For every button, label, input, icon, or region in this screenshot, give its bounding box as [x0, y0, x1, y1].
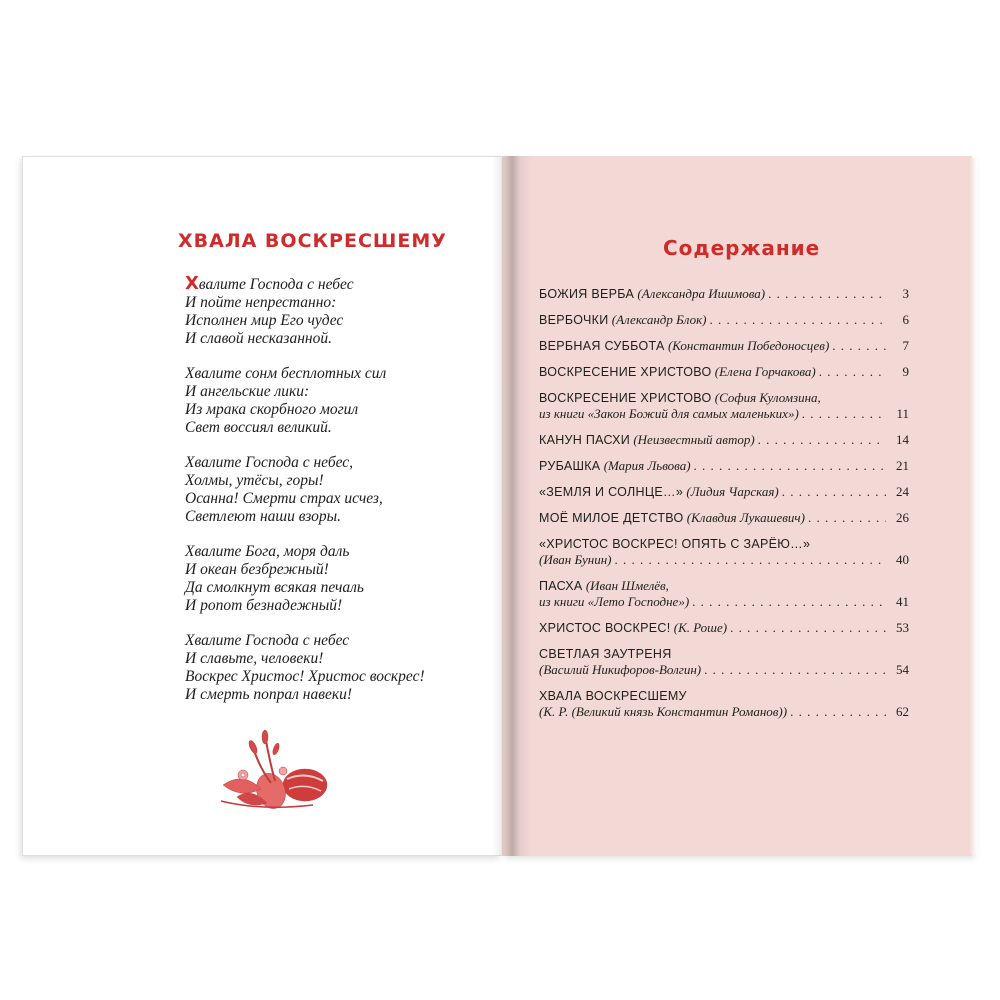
toc-entry-title: КАНУН ПАСХИ — [539, 433, 631, 447]
toc-dot-leader — [614, 552, 886, 568]
toc-entry — [539, 536, 909, 568]
toc-page-number: 3 — [902, 286, 909, 301]
toc-entry-first-line — [539, 646, 909, 662]
poem-stanza — [185, 632, 485, 704]
toc-entry-title: ВЕРБОЧКИ — [539, 313, 609, 327]
toc-entry-row — [539, 594, 909, 610]
toc-page-number: 14 — [896, 432, 909, 447]
drop-cap: Х — [185, 273, 199, 294]
toc-entry-title: ВЕРБНАЯ СУББОТА — [539, 339, 665, 353]
poem-line: И славой несказанной. — [185, 330, 332, 347]
poem-stanza — [185, 543, 485, 615]
toc-page-number: 21 — [896, 458, 909, 473]
toc-entry-author: (Клавдия Лукашевич) — [686, 510, 805, 525]
toc-entry-label — [539, 458, 691, 474]
poem-title: ХВАЛА ВОСКРЕСШЕМУ — [178, 230, 447, 252]
toc-entry — [539, 286, 909, 302]
toc-dot-leader — [758, 432, 886, 448]
toc-entry-row — [539, 662, 909, 678]
toc-entry-title: МОЁ МИЛОЕ ДЕТСТВО — [539, 511, 684, 525]
toc-dot-leader — [808, 510, 886, 526]
toc-entry — [539, 432, 909, 448]
toc-page-number: 11 — [896, 406, 909, 421]
poem-line: Хвалите Господа с небес, — [185, 454, 354, 471]
toc-entry-subtitle: (К. Р. (Великий князь Константин Романов)) — [539, 704, 788, 719]
toc-entry — [539, 578, 909, 610]
poem-line: И ропот безнадежный! — [185, 597, 343, 614]
poem-stanza — [185, 365, 485, 437]
toc-entry-author: (Мария Львова) — [603, 458, 691, 473]
toc-dot-leader — [704, 662, 886, 678]
toc-entry-title: ХВАЛА ВОСКРЕСШЕМУ — [539, 689, 687, 703]
right-page — [502, 156, 972, 856]
toc-dot-leader — [782, 484, 886, 500]
toc-entry — [539, 510, 909, 526]
toc-entry-row — [539, 406, 909, 422]
poem-line: Хвалите сонм бесплотных сил — [185, 365, 387, 382]
toc-entry-row — [539, 286, 909, 302]
toc-entry-subtitle: (Василий Никифоров-Волгин) — [539, 662, 702, 677]
toc-entry-row — [539, 620, 909, 636]
toc-entry-author: (Неизвестный автор) — [633, 432, 755, 447]
toc-entry-author: (К. Роше) — [673, 620, 728, 635]
toc-entry-author: (София Куломзина, — [714, 390, 821, 405]
toc-page-number: 26 — [896, 510, 909, 525]
poem-line: Да смолкнут всякая печаль — [185, 579, 364, 596]
poem-text — [185, 275, 485, 721]
toc-dot-leader — [832, 338, 886, 354]
poem-line: Воскрес Христос! Христос воскрес! — [185, 668, 425, 685]
toc-entry-title: ХРИСТОС ВОСКРЕС! — [539, 621, 671, 635]
toc-entry-row — [539, 704, 909, 720]
toc-dot-leader — [768, 286, 886, 302]
toc-entry-author: (Елена Горчакова) — [714, 364, 816, 379]
toc-page-number: 24 — [896, 484, 909, 499]
toc-entry-row — [539, 312, 909, 328]
toc-entry-row — [539, 338, 909, 354]
poem-line: И смерть попрал навеки! — [185, 686, 352, 703]
toc-page-number: 41 — [896, 594, 909, 609]
toc-entry-author: (Александр Блок) — [611, 312, 707, 327]
toc-entry-author: (Константин Победоносцев) — [667, 338, 830, 353]
poem-stanza — [185, 454, 485, 526]
toc-entry-title: «ХРИСТОС ВОСКРЕС! ОПЯТЬ С ЗАРЁЮ…» — [539, 537, 811, 551]
toc-entry-author: (Иван Шмелёв, — [585, 578, 669, 593]
toc-entry-label — [539, 286, 765, 302]
toc-dot-leader — [790, 704, 886, 720]
toc-entry-title: ПАСХА — [539, 579, 583, 593]
toc-dot-leader — [692, 594, 886, 610]
toc-entry-label — [539, 338, 829, 354]
toc-page-number: 7 — [902, 338, 909, 353]
toc-page-number: 62 — [896, 704, 909, 719]
toc-dot-leader — [694, 458, 886, 474]
toc-entry-first-line — [539, 578, 909, 594]
toc-entry-author: (Александра Ишимова) — [637, 286, 766, 301]
poem-line: Светлеют наши взоры. — [185, 508, 341, 525]
poem-line: И пойте непрестанно: — [185, 294, 337, 311]
toc-entry-row — [539, 510, 909, 526]
toc-entry — [539, 338, 909, 354]
poem-stanza — [185, 275, 485, 348]
poem-line: Исполнен мир Его чудес — [185, 312, 344, 329]
toc-entry-title: РУБАШКА — [539, 459, 601, 473]
toc-page-number: 53 — [896, 620, 909, 635]
toc-entry — [539, 458, 909, 474]
toc-entry-title: БОЖИЯ ВЕРБА — [539, 287, 635, 301]
toc-entry — [539, 312, 909, 328]
toc-entry — [539, 646, 909, 678]
toc-dot-leader — [819, 364, 886, 380]
poem-line: Осанна! Смерти страх исчез, — [185, 490, 383, 507]
toc-page-number: 9 — [902, 364, 909, 379]
toc-entry-row — [539, 432, 909, 448]
toc-entry-first-line — [539, 536, 909, 552]
toc-dot-leader — [802, 406, 886, 422]
easter-eggs-ornament-icon — [213, 727, 353, 815]
poem-line: Свет воссиял великий. — [185, 419, 332, 436]
poem-line: Хвалите Господа с небес — [185, 632, 350, 649]
toc-entry-subtitle: из книги «Закон Божий для самых маленьких») — [539, 406, 799, 421]
toc-entry — [539, 688, 909, 720]
open-book — [22, 156, 977, 856]
toc-entry — [539, 364, 909, 380]
toc-entry-title: «ЗЕМЛЯ И СОЛНЦЕ…» — [539, 485, 684, 499]
toc-page-number: 54 — [896, 662, 909, 677]
toc-entry-subtitle: из книги «Лето Господне») — [539, 594, 690, 609]
poem-line: И ангельские лики: — [185, 383, 310, 400]
toc-entry — [539, 484, 909, 500]
toc-entry-first-line — [539, 390, 909, 406]
poem-line: И океан безбрежный! — [185, 561, 329, 578]
toc-title: Содержание — [663, 236, 821, 260]
page-edge — [970, 158, 977, 854]
poem-line: Хвалите Бога, моря даль — [185, 543, 350, 560]
poem-line: И славьте, человеки! — [185, 650, 324, 667]
poem-line: Холмы, утёсы, горы! — [185, 472, 324, 489]
toc-entry — [539, 620, 909, 636]
toc-entry-label — [539, 432, 755, 448]
toc-entry-label — [539, 484, 779, 500]
toc-entry-title: СВЕТЛАЯ ЗАУТРЕНЯ — [539, 647, 672, 661]
toc-entry-title: ВОСКРЕСЕНИЕ ХРИСТОВО — [539, 391, 712, 405]
toc-dot-leader — [730, 620, 886, 636]
toc-entry-first-line — [539, 688, 909, 704]
left-page — [22, 156, 501, 856]
toc-entry — [539, 390, 909, 422]
toc-entry-row — [539, 484, 909, 500]
poem-line: Из мрака скорбного могил — [185, 401, 359, 418]
toc-page-number: 40 — [896, 552, 909, 567]
poem-line: Хвалите Господа с небес — [185, 273, 354, 294]
toc-entry-author: (Лидия Чарская) — [686, 484, 779, 499]
toc-entry-row — [539, 458, 909, 474]
toc-entry-title: ВОСКРЕСЕНИЕ ХРИСТОВО — [539, 365, 712, 379]
toc-entry-label — [539, 620, 727, 636]
toc-entry-row — [539, 552, 909, 568]
toc-entry-subtitle: (Иван Бунин) — [539, 552, 612, 567]
toc-entry-label — [539, 510, 805, 526]
toc-dot-leader — [710, 312, 886, 328]
toc-page-number: 6 — [902, 312, 909, 327]
toc-entry-label — [539, 312, 707, 328]
toc-entry-label — [539, 364, 816, 380]
table-of-contents — [539, 286, 909, 730]
toc-entry-row — [539, 364, 909, 380]
